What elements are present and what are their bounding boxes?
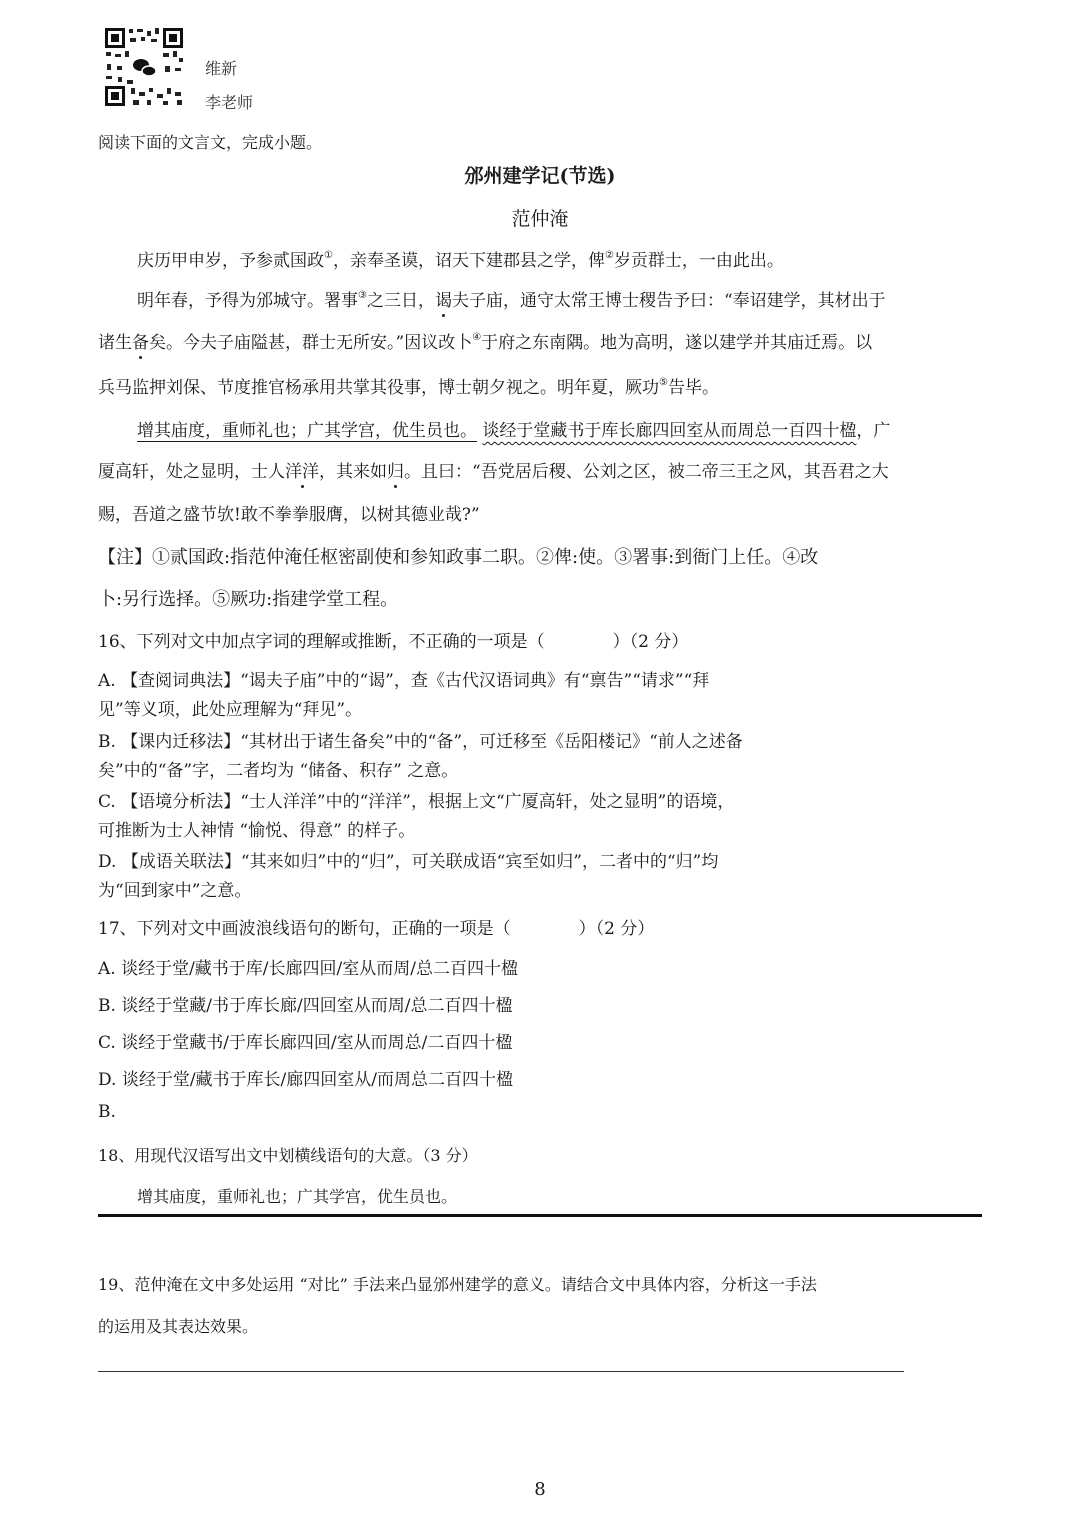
text-run: 告毕。 (667, 378, 719, 398)
question-17-option-b: B. 谈经于堂藏/书于库长廊/四回室从而周/总二百四十楹 (98, 996, 513, 1016)
notes-line-2: 卜:另行选择。⑤厥功:指建学堂工程。 (98, 589, 399, 610)
question-19-line-1: 19、范仲淹在文中多处运用 “对比” 手法来凸显邠州建学的意义。请结合文中具体内容，分析这一手法 (98, 1275, 817, 1294)
question-16-option-d: D. 【成语关联法】“其来如归”中的“归”，可关联成语“宾至如归”，二者中的“归”均 (98, 852, 719, 872)
watermark-line-2: 李老师 (205, 93, 254, 112)
text-run: ，广 (856, 421, 891, 441)
qr-code-icon (103, 26, 185, 108)
text-run: 诸生 (98, 333, 132, 353)
passage-author: 范仲淹 (511, 208, 569, 230)
emphasis-dotted-word: 备 (132, 333, 149, 353)
passage-paragraph-1 (137, 246, 784, 271)
text-run: 。且曰：“吾党居后稷、公刘之区，被二帝三王之风，其吾君之大 (404, 462, 889, 482)
intro-instruction: 阅读下面的文言文，完成小题。 (98, 133, 323, 152)
question-18-sentence: 增其庙度，重师礼也；广其学宫，优生员也。 (137, 1187, 458, 1206)
emphasis-dotted-word: 归 (387, 462, 404, 482)
page-number: 8 (534, 1479, 546, 1500)
text-run: 矣。今夫子庙隘甚，群士无所安。”因议改卜 (149, 333, 473, 353)
emphasis-dotted-word: 洋洋 (285, 462, 319, 482)
question-18-stem: 18、用现代汉语写出文中划横线语句的大意。（3 分） (98, 1146, 478, 1165)
text-run: 于府之东南隅。地为高明，遂以建学并其庙迁焉。以 (481, 333, 873, 353)
question-16-option-a: A. 【查阅词典法】“谒夫子庙”中的“谒”，查《古代汉语词典》有“禀告”“请求”“拜 (98, 671, 710, 691)
question-16-stem: 16、下列对文中加点字词的理解或推断，不正确的一项是（ ）（2 分） (98, 632, 689, 652)
question-17-option-c: C. 谈经于堂藏书/于库长廊四回/室从而周总/二百四十楹 (98, 1033, 513, 1053)
question-17-option-a: A. 谈经于堂/藏书于库/长廊四回/室从而周/总二百四十楹 (98, 959, 518, 979)
text-run: ，亲奉圣谟，诏天下建郡县之学，俾 (332, 251, 605, 271)
passage-title: 邠州建学记(节选) (464, 165, 616, 187)
passage-paragraph-2-line-3 (98, 373, 719, 398)
text-run: 之三日， (366, 291, 435, 311)
watermark-line-1: 维新 (205, 59, 238, 78)
question-16-option-b: B. 【课内迁移法】“其材出于诸生备矣”中的“备”，可迁移至《岳阳楼记》“前人之述备 (98, 732, 743, 752)
passage-paragraph-3-line-2 (98, 457, 889, 482)
text-run: 明年春，予得为邠城守。署事 (137, 291, 358, 311)
question-16-option-c: C. 【语境分析法】“士人洋洋”中的“洋洋”，根据上文“广厦高轩，处之显明”的语境， (98, 792, 735, 812)
question-17-answer: B. (98, 1102, 116, 1122)
passage-paragraph-3-line-3: 赐，吾道之盛节欤!敢不拳拳服膺，以树其德业哉?” (98, 505, 480, 525)
footnote-marker: ④ (472, 332, 482, 343)
text-run: 厦高轩，处之显明，士人 (98, 462, 285, 482)
notes-line-1: 【注】①贰国政:指范仲淹任枢密副使和参知政事二职。②俾:使。③署事:到衙门上任。④改 (98, 547, 819, 568)
question-16-option-b-cont: 矣”中的“备”字，二者均为 “储备、积存” 之意。 (98, 761, 459, 781)
answer-line (98, 1371, 904, 1372)
question-16-option-a-cont: 见”等义项，此处应理解为“拜见”。 (98, 700, 363, 720)
text-run: 庆历甲申岁，予参贰国政 (137, 251, 324, 271)
question-17-stem: 17、下列对文中画波浪线语句的断句，正确的一项是（ ）（2 分） (98, 919, 655, 939)
footnote-marker: ⑤ (659, 377, 668, 388)
question-17-option-d: D. 谈经于堂/藏书于库长/廊四回室从/而周总二百四十楹 (98, 1070, 514, 1090)
passage-paragraph-2-line-1 (137, 286, 886, 311)
underlined-sentence: 增其庙度，重师礼也；广其学宫，优生员也。 (137, 421, 477, 441)
passage-paragraph-2-line-2 (98, 328, 872, 353)
emphasis-dotted-word: 谒 (434, 291, 452, 311)
footnote-marker: ① (324, 250, 333, 261)
footnote-marker: ② (604, 250, 614, 261)
question-16-option-d-cont: 为“回到家中”之意。 (98, 881, 252, 901)
passage-paragraph-3-line-1 (137, 416, 890, 441)
question-19-line-2: 的运用及其表达效果。 (98, 1317, 259, 1336)
text-run: 兵马监押刘保、节度推官杨承用共掌其役事，博士朝夕视之。明年夏，厥功 (98, 378, 659, 398)
wavy-underlined-sentence: 谈经于堂藏书于库长廊四回室从而周总一百四十楹 (482, 421, 857, 441)
text-run: 夫子庙，通守太常王博士稷告予曰：“奉诏建学，其材出于 (451, 291, 886, 311)
text-run: ，其来如 (319, 462, 387, 482)
text-run: 岁贡群士，一由此出。 (613, 251, 784, 271)
question-16-option-c-cont: 可推断为士人神情 “愉悦、得意” 的样子。 (98, 821, 416, 841)
answer-line (98, 1214, 982, 1217)
footnote-marker: ③ (358, 290, 367, 301)
